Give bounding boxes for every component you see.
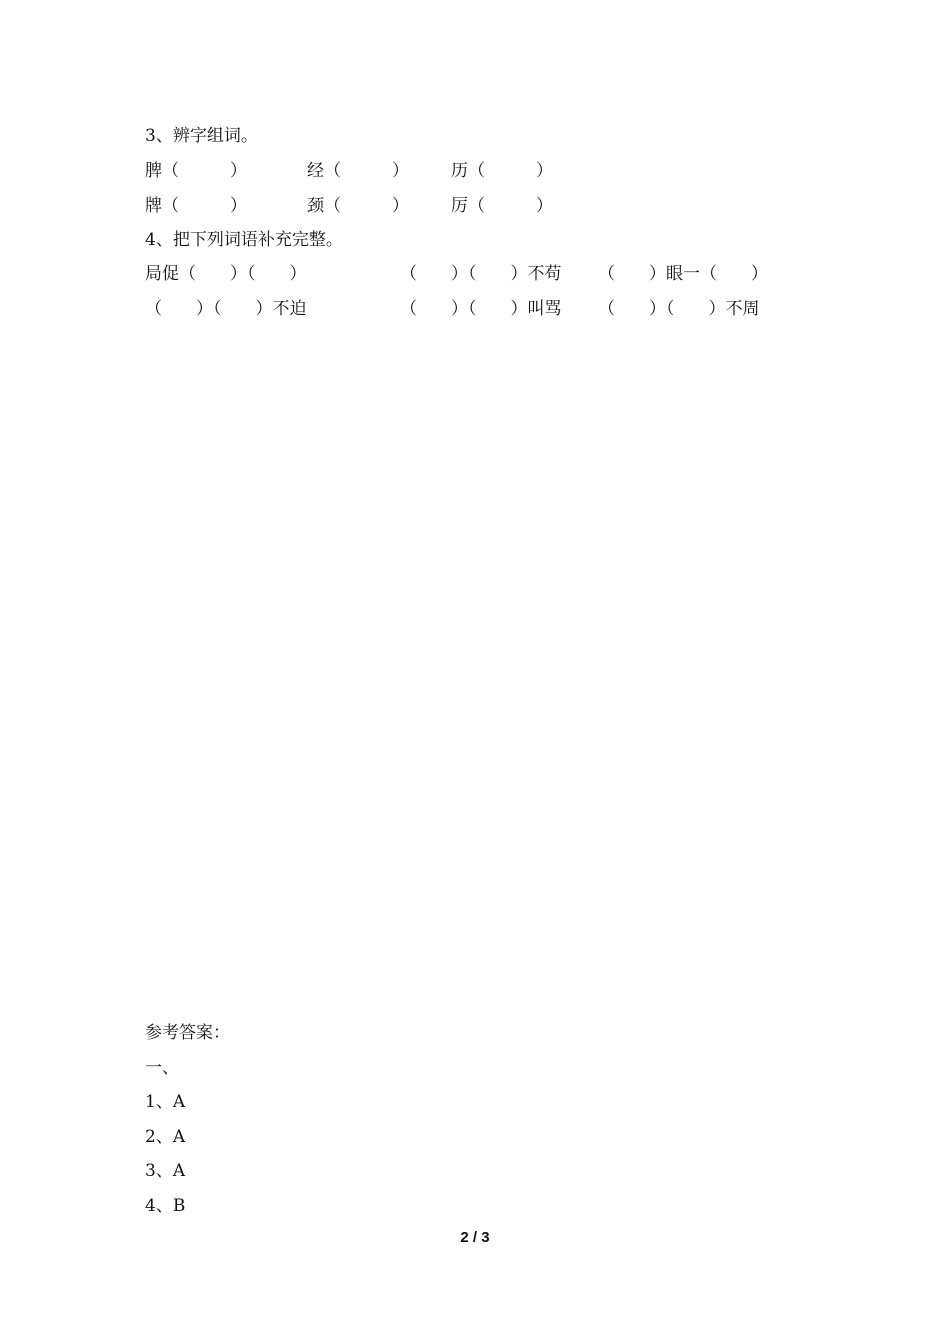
word-group-cell: 经（ ） (307, 161, 409, 181)
section3-heading: 3、辨字组词。 (145, 126, 258, 146)
answer-item: 1、A (145, 1092, 186, 1112)
idiom-cell: 局促（ ）（ ） (145, 264, 307, 284)
answer-item: 3、A (145, 1161, 186, 1181)
answers-part-label: 一、 (145, 1058, 179, 1078)
idiom-cell: （ ）眼一（ ） (598, 264, 768, 284)
idiom-cell: （ ）（ ）不苟 (400, 264, 562, 284)
idiom-cell: （ ）（ ）不周 (598, 299, 760, 319)
idiom-cell: （ ）（ ）不迫 (145, 299, 307, 319)
word-group-cell: 历（ ） (451, 161, 553, 181)
word-group-cell: 厉（ ） (451, 196, 553, 216)
answers-heading: 参考答案： (145, 1023, 230, 1043)
section4-heading: 4、把下列词语补充完整。 (145, 230, 343, 250)
answer-item: 4、B (145, 1196, 186, 1216)
page-indicator: 2 / 3 (460, 1229, 490, 1246)
answer-item: 2、A (145, 1127, 186, 1147)
word-group-cell: 牌（ ） (145, 196, 247, 216)
word-group-cell: 脾（ ） (145, 161, 247, 181)
word-group-cell: 颈（ ） (307, 196, 409, 216)
idiom-cell: （ ）（ ）叫骂 (400, 299, 562, 319)
